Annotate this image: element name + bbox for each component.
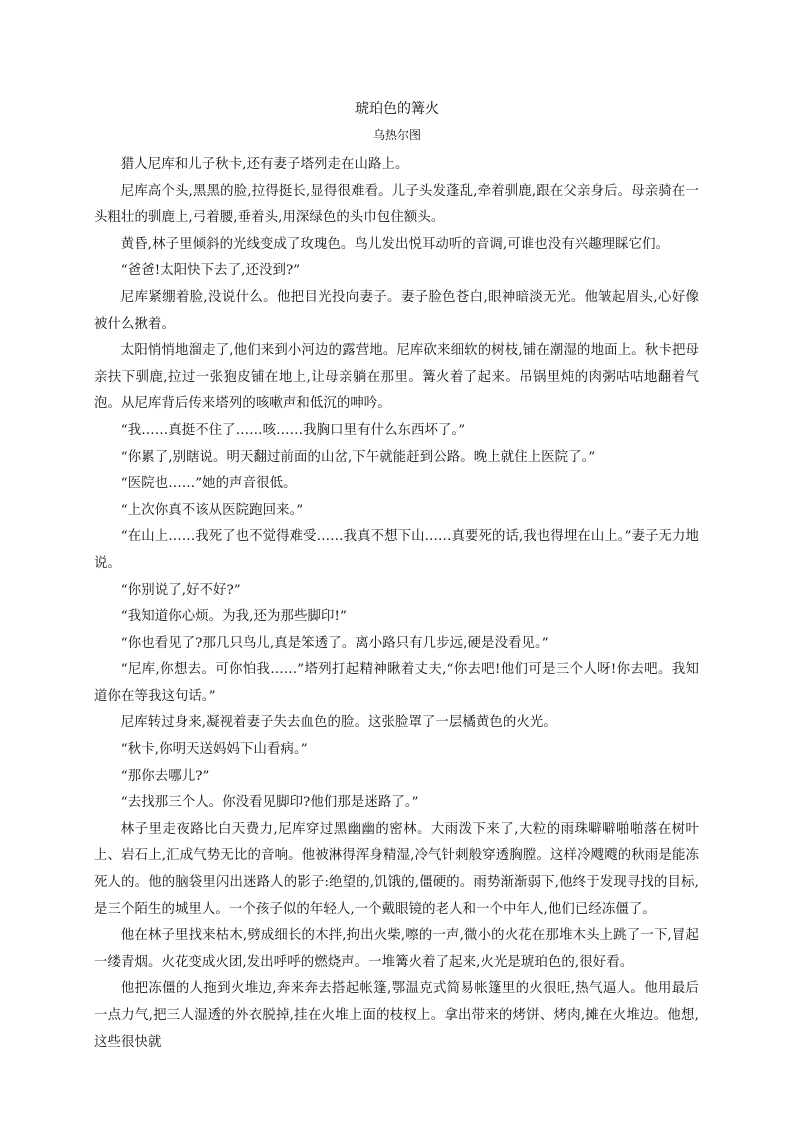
paragraph: “那你去哪儿?” — [120, 768, 210, 784]
article-title: 琥珀色的篝火 — [355, 101, 439, 117]
paragraph: “你别说了,好不好?” — [120, 582, 241, 598]
article-author: 乌热尔图 — [372, 128, 421, 142]
paragraph: “爸爸!太阳快下去了,还没到?” — [120, 263, 301, 279]
paragraph: “秋卡,你明天送妈妈下山看病。” — [120, 742, 308, 758]
paragraph: “我知道你心烦。为我,还为那些脚印!” — [120, 609, 347, 625]
paragraph: 林子里走夜路比白天费力,尼库穿过黑幽幽的密林。大雨泼下来了,大粒的雨珠噼噼啪啪落在树叶上、岩石上,汇成气势无比的音响。他被淋得浑身精湿,冷气针刺般穿透胸膛。这样冷飕飕的秋雨是能冻死人的。他的脑袋里闪出迷路人的影子:绝望的,饥饿的,僵硬的。雨势渐渐弱下,他终于发现寻找的目标,是三个陌生的城里人。一个孩子似的年轻人,一个戴眼镜的老人和一个中年人,他们已经冻僵了。 — [94, 821, 699, 917]
paragraph: “我……真挺不住了……咳……我胸口里有什么东西坏了。” — [120, 422, 466, 438]
paragraph: 他把冻僵的人拖到火堆边,奔来奔去搭起帐篷,鄂温克式简易帐篷里的火很旺,热气逼人。他用最后一点力气,把三人湿透的外衣脱掉,挂在火堆上面的枝杈上。拿出带来的烤饼、烤肉,摊在火堆边。他想,这些很快就 — [94, 981, 699, 1050]
paragraph: “去找那三个人。你没看见脚印?他们那是迷路了。” — [120, 795, 419, 811]
article-body — [94, 152, 699, 1056]
paragraph: “上次你真不该从医院跑回来。” — [120, 502, 304, 518]
paragraph: “在山上……我死了也不觉得难受……我真不想下山……真要死的话,我也得埋在山上。”妻子无力地说。 — [94, 529, 699, 571]
paragraph: “你累了,别瞎说。明天翻过前面的山岔,下午就能赶到公路。晚上就住上医院了。” — [120, 449, 596, 465]
paragraph: “尼库,你想去。可你怕我……”塔列打起精神瞅着丈夫,“你去吧!他们可是三个人呀!你去吧。我知道你在等我这句话。” — [94, 662, 699, 704]
paragraph: “医院也……”她的声音很低。 — [120, 476, 297, 492]
paragraph: “你也看见了?那几只鸟儿,真是笨透了。离小路只有几步远,硬是没看见。” — [120, 635, 549, 651]
paragraph: 猎人尼库和儿子秋卡,还有妻子塔列走在山路上。 — [120, 157, 409, 172]
paragraph: 他在林子里找来枯木,劈成细长的木拌,拘出火柴,嚓的一声,微小的火花在那堆木头上跳了一下,冒起一缕青烟。火花变成火团,发出呼呼的燃烧声。一堆篝火着了起来,火光是琥珀色的,很好看。 — [94, 928, 699, 970]
paragraph: 尼库高个头,黑黑的脸,拉得挺长,显得很难看。儿子头发蓬乱,牵着驯鹿,跟在父亲身后。母亲骑在一头粗壮的驯鹿上,弓着腰,垂着头,用深绿色的头巾包住额头。 — [94, 183, 699, 226]
paragraph: 尼库转过身来,凝视着妻子失去血色的脸。这张脸罩了一层橘黄色的火光。 — [120, 715, 557, 731]
paragraph: 黄昏,林子里倾斜的光线变成了玫瑰色。鸟儿发出悦耳动听的音调,可谁也没有兴趣理睬它们。 — [120, 236, 670, 252]
paragraph: 尼库紧绷着脸,没说什么。他把目光投向妻子。妻子脸色苍白,眼神暗淡无光。他皱起眉头,心好像被什么揪着。 — [94, 289, 699, 332]
paragraph: 太阳悄悄地溜走了,他们来到小河边的露营地。尼库砍来细软的树枝,铺在潮湿的地面上。秋卡把母亲扶下驯鹿,拉过一张狍皮铺在地上,让母亲躺在那里。篝火着了起来。吊锅里炖的肉粥咕咕地翻着气泡。从尼库背后传来塔列的咳嗽声和低沉的呻吟。 — [94, 343, 699, 412]
